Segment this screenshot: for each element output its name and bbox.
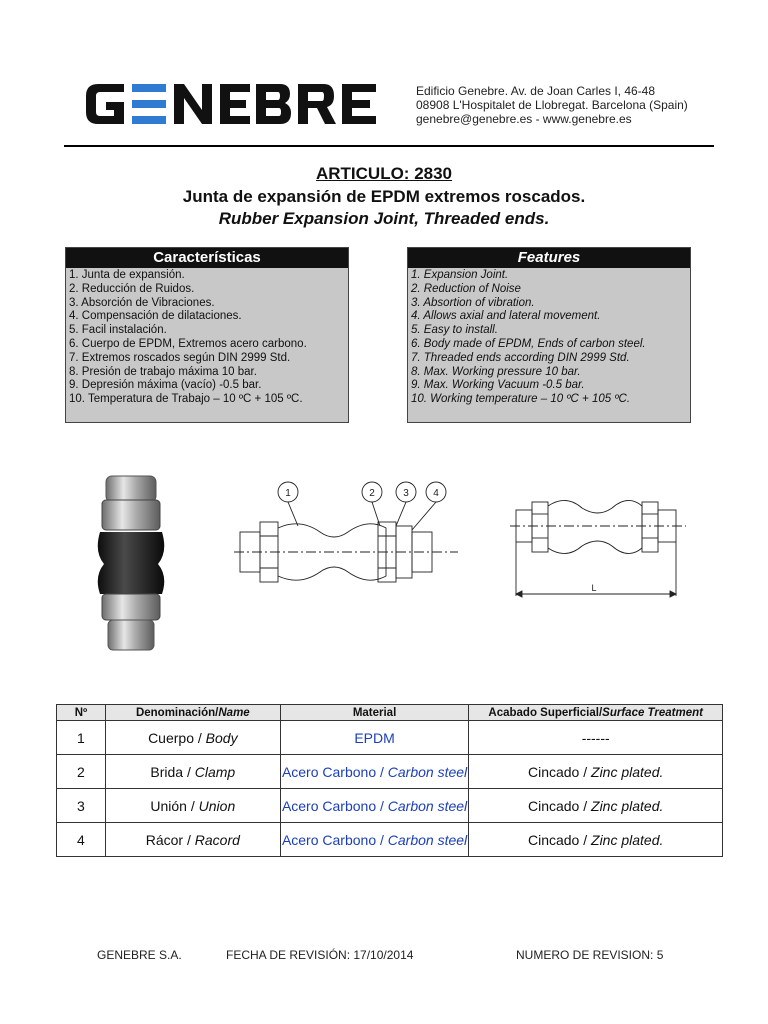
cell-finish: Cincado / Zinc plated. <box>469 755 723 789</box>
footer-company: GENEBRE S.A. <box>97 948 182 962</box>
list-item: 10. Working temperature – 10 ºC + 105 ºC. <box>411 393 631 406</box>
caracteristicas-box <box>65 247 349 423</box>
list-item: 9. Max. Working Vacuum -0.5 bar. <box>411 379 585 392</box>
list-item: 2. Reducción de Ruidos. <box>69 282 195 295</box>
callout-2-label: 2 <box>369 488 375 499</box>
list-item: 7. Threaded ends according DIN 2999 Std. <box>411 351 630 364</box>
product-photo <box>92 474 172 654</box>
list-item: 4. Compensación de dilataciones. <box>69 310 242 323</box>
cell-number: 3 <box>57 789 106 823</box>
address-line-3: genebre@genebre.es - www.genebre.es <box>416 112 632 126</box>
genebre-logo <box>84 80 396 128</box>
address-line-2: 08908 L'Hospitalet de Llobregat. Barcelona (Spain) <box>416 98 688 112</box>
callout-4 <box>412 482 446 530</box>
list-item: 4. Allows axial and lateral movement. <box>411 310 601 323</box>
revision-number: 5 <box>656 948 664 962</box>
callout-3-label: 3 <box>403 488 409 499</box>
list-item: 5. Easy to install. <box>411 324 498 337</box>
list-item: 6. Body made of EPDM, Ends of carbon steel. <box>411 337 646 350</box>
list-item: 7. Extremos roscados según DIN 2999 Std. <box>69 351 291 364</box>
cell-number: 4 <box>57 823 106 857</box>
list-item: 9. Depresión máxima (vacío) -0.5 bar. <box>69 379 262 392</box>
dimension-label: L <box>591 583 597 593</box>
list-item: 8. Max. Working pressure 10 bar. <box>411 365 581 378</box>
callout-4-label: 4 <box>433 488 439 499</box>
caracteristicas-heading: Características <box>66 248 348 268</box>
revision-date: 17/10/2014 <box>353 948 414 962</box>
header-number: Nº <box>57 705 106 721</box>
title-english: Rubber Expansion Joint, Threaded ends. <box>218 209 550 228</box>
table-row <box>57 823 723 857</box>
cell-number: 2 <box>57 755 106 789</box>
cell-name: Cuerpo / Body <box>105 721 280 755</box>
features-box <box>407 247 691 423</box>
parts-table <box>56 704 723 857</box>
callout-2 <box>362 482 382 526</box>
cell-finish: Cincado / Zinc plated. <box>469 823 723 857</box>
technical-drawing-parts <box>230 478 460 598</box>
callout-1-label: 1 <box>285 488 291 499</box>
list-item: 8. Presión de trabajo máxima 10 bar. <box>69 365 257 378</box>
cell-name: Rácor / Racord <box>105 823 280 857</box>
cell-material: Acero Carbono / Carbon steel <box>280 823 469 857</box>
cell-name: Unión / Union <box>105 789 280 823</box>
revision-number-label: NUMERO DE REVISION: <box>516 948 654 962</box>
title-spanish: Junta de expansión de EPDM extremos roscados. <box>182 187 586 206</box>
table-row <box>57 721 723 755</box>
header-material: Material <box>280 705 469 721</box>
list-item: 3. Absortion of vibration. <box>411 296 535 309</box>
list-item: 10. Temperatura de Trabajo – 10 ºC + 105 ºC. <box>69 393 303 406</box>
table-row <box>57 755 723 789</box>
table-header-row <box>57 705 723 721</box>
list-item: 2. Reduction of Noise <box>411 282 521 295</box>
header-surface-treatment: Acabado Superficial/Surface Treatment <box>469 705 723 721</box>
cell-number: 1 <box>57 721 106 755</box>
company-address <box>416 84 688 126</box>
footer-revision-number <box>516 948 663 962</box>
list-item: 1. Expansion Joint. <box>411 269 509 281</box>
cell-material: Acero Carbono / Carbon steel <box>280 755 469 789</box>
features-list <box>408 268 690 408</box>
cell-material: EPDM <box>280 721 469 755</box>
revision-date-label: FECHA DE REVISIÓN: <box>226 948 351 962</box>
cell-name: Brida / Clamp <box>105 755 280 789</box>
header-name: Denominación/Name <box>105 705 280 721</box>
technical-drawing-dimensions <box>508 490 688 602</box>
callout-3 <box>396 482 416 526</box>
article-number: ARTICULO: 2830 <box>315 164 453 183</box>
header-divider <box>64 145 714 147</box>
list-item: 6. Cuerpo de EPDM, Extremos acero carbono. <box>69 337 307 350</box>
list-item: 5. Facil instalación. <box>69 324 167 337</box>
cell-finish: ------ <box>469 721 723 755</box>
list-item: 3. Absorción de Vibraciones. <box>69 296 215 309</box>
features-heading: Features <box>408 248 690 268</box>
table-row <box>57 789 723 823</box>
cell-material: Acero Carbono / Carbon steel <box>280 789 469 823</box>
callout-1 <box>278 482 298 526</box>
footer-revision-date <box>226 948 413 962</box>
list-item: 1. Junta de expansión. <box>69 269 185 281</box>
address-line-1: Edificio Genebre. Av. de Joan Carles I, 46-48 <box>416 84 656 98</box>
caracteristicas-list <box>66 268 348 408</box>
cell-finish: Cincado / Zinc plated. <box>469 789 723 823</box>
